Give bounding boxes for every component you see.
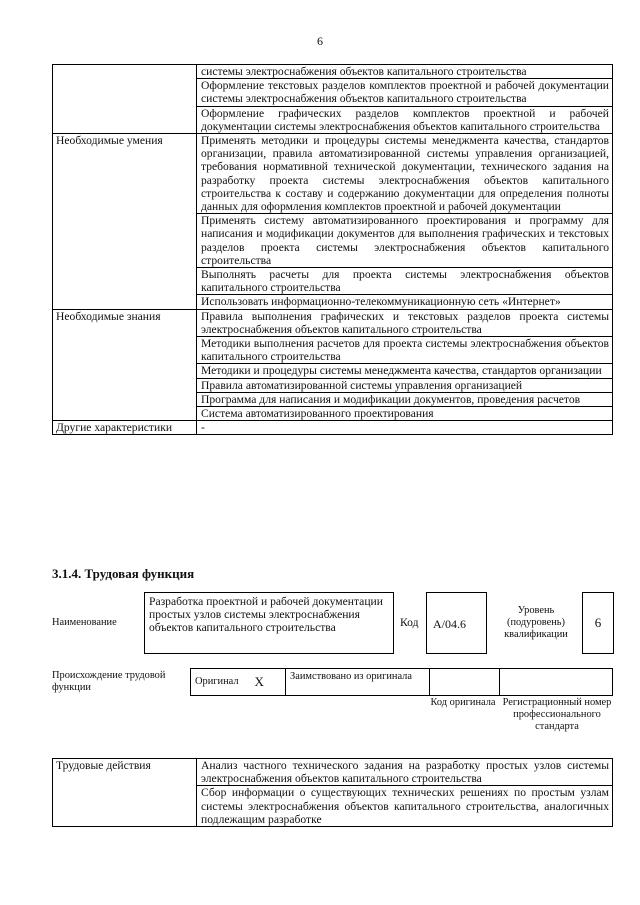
table-cell: Выполнять расчеты для проекта системы электроснабжения объектов капитального строительства bbox=[197, 268, 613, 295]
function-name-box: Разработка проектной и рабочей документации простых узлов системы электроснабжения объектов капитального строительства bbox=[144, 592, 394, 654]
table-cell: Правила автоматизированной системы управления организацией bbox=[197, 378, 613, 392]
table-row bbox=[53, 759, 613, 786]
function-code-box: A/04.6 bbox=[426, 592, 487, 654]
row-label bbox=[53, 65, 197, 134]
table-cell: - bbox=[197, 421, 613, 435]
table-cell: Анализ частного технического задания на разработку простых узлов системы электроснабжения объектов капитального строительства bbox=[197, 759, 613, 786]
origin-code-caption: Код оригинала bbox=[430, 697, 496, 708]
table-cell: Применять методики и процедуры системы менеджмента качества, стандартов организации, правила автоматизированной системы управления организацией, требования нормативной технической документации, технического задания на разработку проекта системы электроснабжения объектов капитального строительства к составу и содержанию документации для определения полноты данных для оформления комплектов проектной и рабочей документации bbox=[197, 134, 613, 214]
table-cell: Оформление графических разделов комплектов проектной и рабочей документации системы электроснабжения объектов капитального строительства bbox=[197, 106, 613, 133]
table-cell: системы электроснабжения объектов капитального строительства bbox=[197, 65, 613, 79]
requirements-table bbox=[52, 64, 613, 435]
table-cell: Правила выполнения графических и текстовых разделов проекта системы электроснабжения объектов капитального строительства bbox=[197, 309, 613, 336]
table-row bbox=[53, 309, 613, 336]
table-cell: Система автоматизированного проектирования bbox=[197, 407, 613, 421]
table-cell: Программа для написания и модификации документов, проведения расчетов bbox=[197, 392, 613, 406]
table-cell: Сбор информации о существующих технических решениях по простым узлам системы электроснабжения объектов капитального строительства, аналогичных подлежащим разработке bbox=[197, 786, 613, 827]
reg-number-cell bbox=[500, 669, 612, 695]
table-row bbox=[53, 421, 613, 435]
original-cell bbox=[191, 669, 286, 695]
table-cell: Методики выполнения расчетов для проекта системы электроснабжения объектов капитального строительства bbox=[197, 337, 613, 364]
table-cell: Применять систему автоматизированного проектирования и программу для написания и модификации документов для выполнения графических и текстовых разделов проекта системы электроснабжения объектов капитального строительства bbox=[197, 214, 613, 268]
table-cell: Оформление текстовых разделов комплектов проектной и рабочей документации системы электроснабжения объектов капитального строительства bbox=[197, 79, 613, 106]
borrowed-cell: Заимствовано из оригинала bbox=[286, 669, 430, 695]
level-label: Уровень (подуровень) квалификации bbox=[504, 605, 568, 640]
origin-label: Происхождение трудовой функции bbox=[52, 670, 166, 693]
row-label-skills: Необходимые умения bbox=[53, 134, 197, 310]
table-cell: Использовать информационно-телекоммуникационную сеть «Интернет» bbox=[197, 295, 613, 309]
original-label: Оригинал bbox=[195, 676, 239, 687]
section-heading: 3.1.4. Трудовая функция bbox=[52, 566, 195, 581]
actions-table bbox=[52, 758, 613, 827]
page-number: 6 bbox=[317, 34, 323, 48]
level-box: 6 bbox=[582, 592, 614, 654]
reg-number-caption: Регистрационный номер профессионального стандарта bbox=[502, 697, 612, 732]
table-row bbox=[53, 134, 613, 214]
row-label-other: Другие характеристики bbox=[53, 421, 197, 435]
row-label-actions: Трудовые действия bbox=[53, 759, 197, 827]
code-label: Код bbox=[400, 616, 419, 629]
row-label-knowledge: Необходимые знания bbox=[53, 309, 197, 421]
table-row bbox=[53, 65, 613, 79]
table-cell: Методики и процедуры системы менеджмента качества, стандартов организации bbox=[197, 364, 613, 378]
name-label: Наименование bbox=[52, 617, 117, 628]
original-mark: X bbox=[254, 674, 264, 689]
origin-code-cell bbox=[430, 669, 500, 695]
origin-row bbox=[190, 668, 613, 696]
